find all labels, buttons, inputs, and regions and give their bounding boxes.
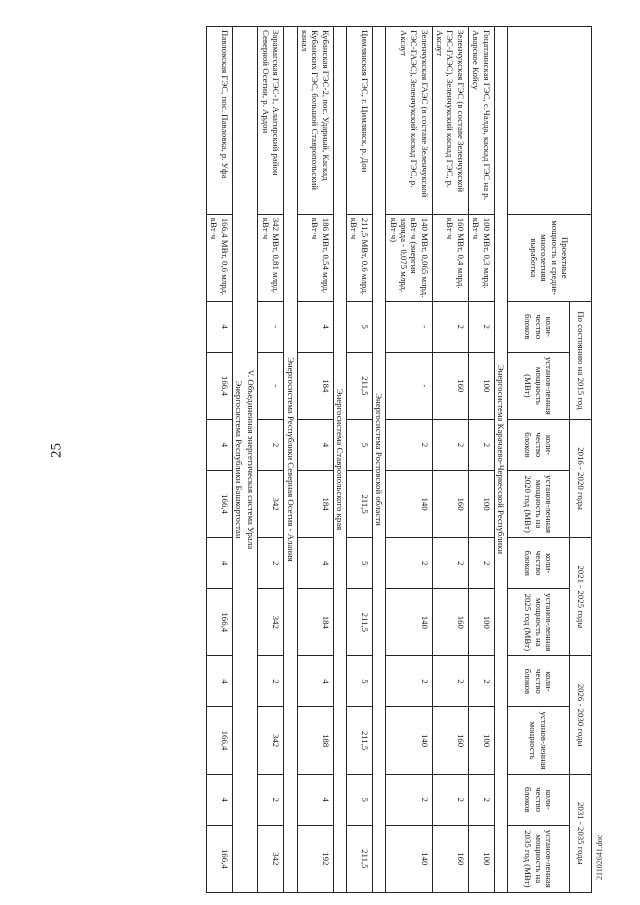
table-row bbox=[432, 27, 468, 893]
region-row bbox=[372, 27, 385, 893]
header-group-2016-2020: 2016 - 2020 годы bbox=[570, 419, 592, 537]
unit-count-cell: 2 bbox=[468, 774, 494, 825]
unit-count-cell: 5 bbox=[347, 301, 373, 352]
unit-count-cell: 2 bbox=[468, 419, 494, 470]
header-power: установ-ленная мощность на 2020 год (МВт) bbox=[508, 470, 570, 537]
unit-count-cell: 4 bbox=[297, 656, 333, 707]
region-title: Энергосистема Республики Северная Осетия - Алания bbox=[284, 27, 297, 893]
capacity-cell: 166,4 bbox=[207, 470, 233, 537]
capacity-cell: 100 bbox=[468, 589, 494, 656]
unit-count-cell: 4 bbox=[207, 656, 233, 707]
table-row bbox=[297, 27, 333, 893]
unit-count-cell: 2 bbox=[468, 538, 494, 589]
unit-count-cell: 5 bbox=[347, 538, 373, 589]
unit-count-cell: 2 bbox=[432, 538, 468, 589]
capacity-cell: 166,4 bbox=[207, 589, 233, 656]
project-capacity: 140 МВт, 0,065 млрд. кВт·ч (энергия заряда - 0,075 млрд. кВт·ч) bbox=[386, 214, 433, 301]
header-power: установ-ленная мощность bbox=[508, 707, 570, 774]
table-row bbox=[207, 27, 233, 893]
capacity-cell: 342 bbox=[258, 589, 284, 656]
region-row bbox=[333, 27, 346, 893]
project-capacity: 166,4 МВт, 0,6 млрд. кВт·ч bbox=[207, 214, 233, 301]
subregion-row bbox=[232, 27, 245, 893]
capacity-cell: - bbox=[386, 352, 433, 419]
capacity-cell: 211,5 bbox=[347, 352, 373, 419]
capacity-cell: 100 bbox=[468, 707, 494, 774]
header-count: коли-чество блоков bbox=[508, 301, 570, 352]
capacity-cell: 160 bbox=[432, 589, 468, 656]
capacity-cell: 160 bbox=[432, 470, 468, 537]
header-count: коли-чество блоков bbox=[508, 656, 570, 707]
capacity-cell: 100 bbox=[468, 352, 494, 419]
capacity-cell: 211,5 bbox=[347, 825, 373, 892]
capacity-cell: 184 bbox=[297, 470, 333, 537]
table-body bbox=[207, 27, 508, 893]
header-group-2026-2030: 2026 - 2030 годы bbox=[570, 656, 592, 774]
unit-count-cell: - bbox=[386, 301, 433, 352]
unit-count-cell: - bbox=[258, 301, 284, 352]
region-title: Энергосистема Ростовской области bbox=[372, 27, 385, 893]
table-row bbox=[347, 27, 373, 893]
header-count: коли-чество блоков bbox=[508, 774, 570, 825]
header-power: установ-ленная мощность на 2035 год (МВт) bbox=[508, 825, 570, 892]
capacity-cell: 342 bbox=[258, 707, 284, 774]
unit-count-cell: 4 bbox=[207, 301, 233, 352]
unit-count-cell: 4 bbox=[207, 419, 233, 470]
header-group-2031-2035: 2031 - 2035 годы bbox=[570, 774, 592, 892]
region-row bbox=[494, 27, 507, 893]
capacity-cell: 160 bbox=[432, 825, 468, 892]
unit-count-cell: 5 bbox=[347, 419, 373, 470]
capacity-table-rotated bbox=[81, 26, 592, 893]
capacity-cell: 342 bbox=[258, 825, 284, 892]
capacity-cell: 140 bbox=[386, 589, 433, 656]
header-project: Проектные мощность и средне-многолетняя выработка bbox=[508, 214, 592, 301]
capacity-cell: 166,4 bbox=[207, 352, 233, 419]
unit-count-cell: 4 bbox=[297, 538, 333, 589]
capacity-cell: 188 bbox=[297, 707, 333, 774]
capacity-cell: 166,4 bbox=[207, 707, 233, 774]
capacity-cell: 140 bbox=[386, 470, 433, 537]
region-row bbox=[284, 27, 297, 893]
capacity-cell: 140 bbox=[386, 707, 433, 774]
unit-count-cell: 2 bbox=[386, 656, 433, 707]
plant-name: Павловская ГЭС, пос. Павловка, р. Уфа bbox=[207, 27, 233, 215]
plant-name: Зеленчукская ГАЭС (в составе Зеленчукской ГЭС-ГАЭС), Зеленчукский каскад ГЭС, р. Аксаут bbox=[386, 27, 433, 215]
header-name bbox=[508, 27, 592, 215]
unit-count-cell: 2 bbox=[386, 538, 433, 589]
project-capacity: 342 МВт, 0,81 млрд. кВт·ч bbox=[258, 214, 284, 301]
table-row bbox=[468, 27, 494, 893]
unit-count-cell: 2 bbox=[258, 774, 284, 825]
header-power: установ-ленная мощность (МВт) bbox=[508, 352, 570, 419]
unit-count-cell: 2 bbox=[258, 656, 284, 707]
plant-name: Зарамагская ГЭС-1, Алагирский район Северной Осетии, р. Ардон bbox=[258, 27, 284, 215]
unit-count-cell: 5 bbox=[347, 774, 373, 825]
unit-count-cell: 2 bbox=[386, 774, 433, 825]
unit-count-cell: 2 bbox=[386, 419, 433, 470]
plant-name: Кубанская ГЭС-2, пос. Ударный, Каскад Кубанских ГЭС, большой Ставропольский канал bbox=[297, 27, 333, 215]
region-title: Энергосистема Карачаево-Черкесской Республики bbox=[494, 27, 507, 893]
unit-count-cell: 2 bbox=[258, 419, 284, 470]
capacity-cell: - bbox=[258, 352, 284, 419]
unit-count-cell: 2 bbox=[432, 419, 468, 470]
subregion-title: Энергосистема Республики Башкортостан bbox=[232, 27, 245, 893]
unit-count-cell: 2 bbox=[468, 656, 494, 707]
unit-count-cell: 4 bbox=[297, 419, 333, 470]
unit-count-cell: 2 bbox=[432, 656, 468, 707]
header-group-2015: По состоянию на 2015 год bbox=[570, 301, 592, 419]
capacity-cell: 211,5 bbox=[347, 470, 373, 537]
plant-name: Гоцатлинская ГЭС, с.Чалда, каскад ГЭС на р. Аварское Койсу bbox=[468, 27, 494, 215]
region-row bbox=[245, 27, 258, 893]
plant-name: Цимлянская ГЭС, г. Цимлянск, р. Дон bbox=[347, 27, 373, 215]
capacity-cell: 160 bbox=[432, 707, 468, 774]
unit-count-cell: 2 bbox=[258, 538, 284, 589]
page-number: 25 bbox=[48, 443, 65, 458]
capacity-cell: 160 bbox=[432, 352, 468, 419]
unit-count-cell: 2 bbox=[432, 301, 468, 352]
unit-count-cell: 2 bbox=[432, 774, 468, 825]
header-count: коли-чество блоков bbox=[508, 419, 570, 470]
unit-count-cell: 2 bbox=[468, 301, 494, 352]
header-power: установ-ленная мощность на 2025 год (МВт) bbox=[508, 589, 570, 656]
capacity-cell: 100 bbox=[468, 470, 494, 537]
unit-count-cell: 4 bbox=[207, 538, 233, 589]
capacity-cell: 211,5 bbox=[347, 707, 373, 774]
document-code: 21102641.doc bbox=[595, 834, 604, 880]
capacity-cell: 184 bbox=[297, 589, 333, 656]
table-row bbox=[386, 27, 433, 893]
capacity-cell: 184 bbox=[297, 352, 333, 419]
region-title: Энергосистема Ставропольского края bbox=[333, 27, 346, 893]
project-capacity: 100 МВт, 0,3 млрд. кВт·ч bbox=[468, 214, 494, 301]
plant-name: Зеленчукская ГЭС (в составе Зеленчукской ГЭС-ГАЭС), Зеленчукский каскад ГЭС, р. Аксаут bbox=[432, 27, 468, 215]
unit-count-cell: 4 bbox=[297, 301, 333, 352]
project-capacity: 211,5 МВт, 0,6 млрд. кВт·ч bbox=[347, 214, 373, 301]
region-title: V. Объединенная энергетическая система Урала bbox=[245, 27, 258, 893]
capacity-cell: 342 bbox=[258, 470, 284, 537]
capacity-cell: 166,4 bbox=[207, 825, 233, 892]
capacity-cell: 192 bbox=[297, 825, 333, 892]
unit-count-cell: 4 bbox=[297, 774, 333, 825]
capacity-cell: 211,5 bbox=[347, 589, 373, 656]
table-row bbox=[258, 27, 284, 893]
unit-count-cell: 4 bbox=[207, 774, 233, 825]
unit-count-cell: 5 bbox=[347, 656, 373, 707]
project-capacity: 160 МВт, 0,4 млрд. кВт·ч bbox=[432, 214, 468, 301]
header-count: коли-чество блоков bbox=[508, 538, 570, 589]
capacity-table bbox=[206, 26, 592, 893]
capacity-cell: 100 bbox=[468, 825, 494, 892]
capacity-cell: 140 bbox=[386, 825, 433, 892]
header-group-2021-2025: 2021 - 2025 годы bbox=[570, 538, 592, 656]
project-capacity: 186 МВт, 0,54 млрд. кВт·ч bbox=[297, 214, 333, 301]
